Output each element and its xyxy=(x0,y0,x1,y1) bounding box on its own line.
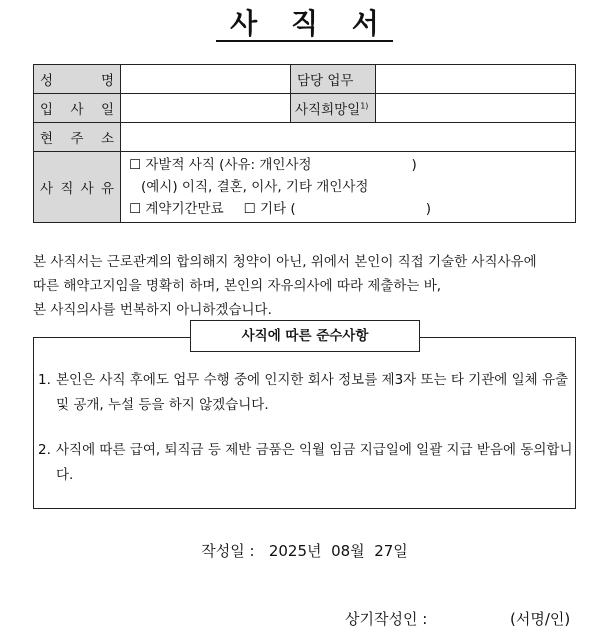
compliance-title: 사직에 따른 준수사항 xyxy=(190,320,420,352)
address-label: 현 주 소 xyxy=(34,123,121,152)
duty-field[interactable] xyxy=(376,65,576,94)
resign-date-field[interactable] xyxy=(376,94,576,123)
signer-label: 상기작성인 : xyxy=(345,610,428,628)
written-date: 작성일 : 2025년 08월 27일 xyxy=(201,542,408,560)
compliance-item: 2. 사직에 따른 급여, 퇴직금 등 제반 금품은 익월 임금 지급일에 일괄 지급 받음에 동의합니다. xyxy=(38,442,573,483)
duty-label: 담당 업무 xyxy=(291,65,376,94)
info-table xyxy=(33,64,576,223)
reason-options xyxy=(121,152,576,223)
other-option[interactable]: ☐ 기타 ( ) xyxy=(243,201,431,217)
resign-date-label: 사직희망일$^{1)}$ xyxy=(291,94,376,123)
address-field[interactable] xyxy=(121,123,576,152)
name-label: 성 명 xyxy=(34,65,121,94)
contract-end-option[interactable]: ☐ 계약기간만료 xyxy=(129,201,224,217)
reason-label: 사 직 사 유 xyxy=(34,152,121,223)
join-date-label: 입 사 일 xyxy=(34,94,121,123)
name-field[interactable] xyxy=(121,65,291,94)
voluntary-option[interactable]: ☐ 자발적 사직 (사유: 개인사정 ) xyxy=(129,157,417,173)
join-date-field[interactable] xyxy=(121,94,291,123)
document-title: 사 직 서 xyxy=(0,2,609,42)
signature-field[interactable]: (서명/인) xyxy=(510,610,571,628)
declaration-paragraph: 본 사직서는 근로관계의 합의해지 청약이 아닌, 위에서 본인이 직접 기술한 사직사유에 따른 해약고지임을 명확히 하며, 본인의 자유의사에 따라 제출하는 바, 본 사직의사를 번복하지 아니하겠습니다. xyxy=(33,254,537,318)
compliance-item: 1. 본인은 사직 후에도 업무 수행 중에 인지한 회사 정보를 제3자 또는 타 기관에 일체 유출 및 공개, 누설 등을 하지 않겠습니다. xyxy=(38,372,569,413)
reason-example: (예시) 이직, 결혼, 이사, 기타 개인사정 xyxy=(141,179,369,195)
